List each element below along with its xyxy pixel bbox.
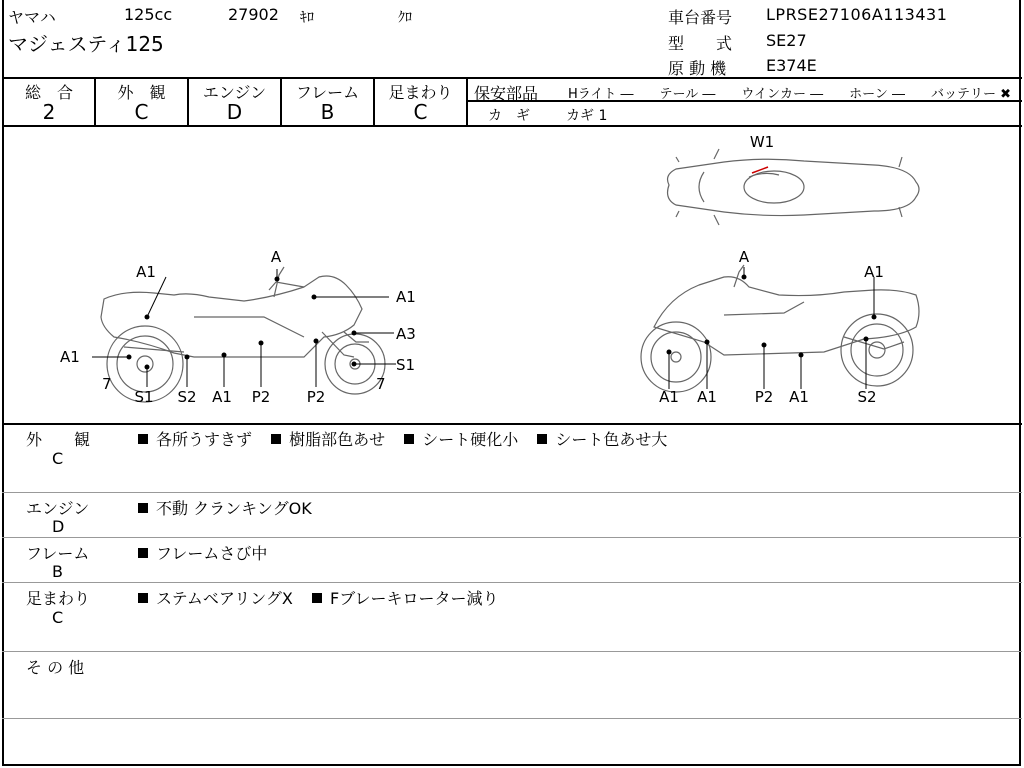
overall-label: 総 合 bbox=[24, 83, 73, 102]
damage-diagram bbox=[4, 127, 1020, 423]
remark-item: Fブレーキローター減り bbox=[329, 589, 499, 608]
divider bbox=[2, 651, 1022, 652]
engine-grade-label: エンジン bbox=[202, 83, 267, 102]
remark-label-other: そ の 他 bbox=[26, 658, 85, 677]
scooter-right-view bbox=[641, 265, 919, 392]
marker-label: P2 bbox=[251, 388, 271, 406]
suspension-grade-label: 足まわり bbox=[388, 83, 453, 102]
frame-no-label: 車台番号 bbox=[668, 8, 733, 27]
remark-items-frame bbox=[138, 541, 281, 564]
marker-label: P2 bbox=[306, 388, 326, 406]
remark-item: フレームさび中 bbox=[156, 544, 268, 563]
divider bbox=[2, 582, 1022, 583]
divider bbox=[2, 537, 1022, 538]
remark-item: ステムベアリングX bbox=[156, 589, 293, 608]
frame-no: LPRSE27106A113431 bbox=[766, 5, 948, 24]
marker-label: A1 bbox=[697, 388, 717, 406]
marker-label: 7 bbox=[376, 375, 386, 393]
marker-label: S2 bbox=[857, 388, 877, 406]
overall-score: 2 bbox=[42, 100, 56, 124]
mileage-unit: ｷﾛ bbox=[300, 10, 314, 26]
divider bbox=[466, 78, 468, 126]
type-value: SE27 bbox=[766, 31, 807, 50]
remark-item: シート硬化小 bbox=[422, 430, 519, 449]
remark-label-suspension: 足まわり bbox=[26, 589, 91, 608]
divider bbox=[2, 423, 1022, 425]
marker-label: S1 bbox=[396, 356, 416, 374]
marker-label: P2 bbox=[754, 388, 774, 406]
marker-label: A1 bbox=[212, 388, 232, 406]
key-value: カギ 1 bbox=[566, 108, 608, 124]
model-name: マジェスティ125 bbox=[8, 32, 164, 56]
remark-items-suspension bbox=[138, 586, 513, 609]
frame-grade-label: フレーム bbox=[295, 83, 360, 102]
divider bbox=[2, 718, 1022, 719]
engine-label: 原 動 機 bbox=[668, 59, 727, 78]
remark-label-exterior: 外 観 bbox=[26, 430, 91, 449]
marker-label: A bbox=[270, 248, 282, 266]
remark-items-exterior bbox=[138, 427, 681, 450]
suspension-grade: C bbox=[413, 100, 428, 124]
divider bbox=[2, 492, 1022, 493]
marker-label: S2 bbox=[177, 388, 197, 406]
remark-item: 不動 クランキングOK bbox=[156, 499, 312, 518]
maker: ヤマハ bbox=[8, 8, 56, 27]
color: ｸﾛ bbox=[398, 10, 412, 26]
marker-label: S1 bbox=[134, 388, 154, 406]
scooter-top-view bbox=[668, 149, 919, 225]
marker-label: A1 bbox=[60, 348, 80, 366]
marker-label: A3 bbox=[396, 325, 416, 343]
marker-label: A1 bbox=[659, 388, 679, 406]
remark-grade-exterior: C bbox=[52, 449, 64, 468]
exterior-grade: C bbox=[134, 100, 149, 124]
divider bbox=[2, 77, 1022, 79]
marker-label: A1 bbox=[136, 263, 156, 281]
type-label: 型 式 bbox=[668, 34, 733, 53]
engine-value: E374E bbox=[766, 56, 817, 75]
remark-item: 各所うすきず bbox=[156, 430, 253, 449]
remark-grade-frame: B bbox=[52, 562, 63, 581]
safety-label: 保安部品 bbox=[474, 84, 539, 103]
marker-w1: W1 bbox=[749, 133, 775, 151]
frame-grade: B bbox=[320, 100, 335, 124]
marker-label: A bbox=[738, 248, 750, 266]
key-label: カ ギ bbox=[488, 108, 530, 124]
marker-label: A1 bbox=[789, 388, 809, 406]
remark-label-engine: エンジン bbox=[26, 499, 90, 518]
remark-item: 樹脂部色あせ bbox=[289, 430, 386, 449]
mileage: 27902 bbox=[228, 5, 279, 24]
remark-grade-suspension: C bbox=[52, 608, 64, 627]
remark-grade-engine: D bbox=[52, 517, 65, 536]
remark-item: シート色あせ大 bbox=[555, 430, 668, 449]
safety-items: Hライト ― テール ― ウインカー ― ホーン ― バッテリー ✖ bbox=[568, 87, 1012, 102]
exterior-label: 外 観 bbox=[117, 83, 166, 102]
remark-label-frame: フレーム bbox=[26, 544, 90, 563]
displacement: 125cc bbox=[124, 5, 173, 24]
engine-grade: D bbox=[226, 100, 243, 124]
remark-items-engine bbox=[138, 496, 326, 519]
marker-label: A1 bbox=[864, 263, 884, 281]
marker-label: A1 bbox=[396, 288, 416, 306]
marker-label: 7 bbox=[102, 375, 112, 393]
scooter-left-view bbox=[101, 267, 385, 402]
